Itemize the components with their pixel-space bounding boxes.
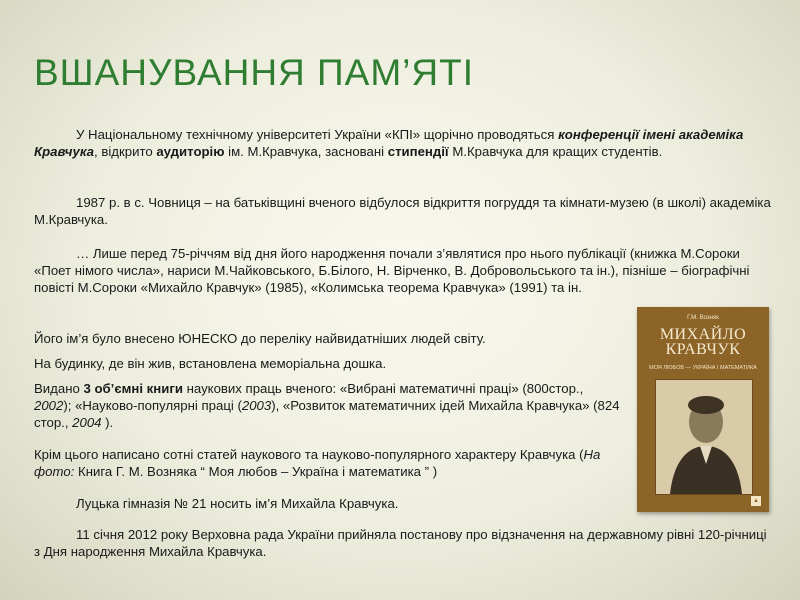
text-run: … Лише перед 75-річчям від дня його народження почали з’являтися про нього публікації (книжка М.Сороки «Поет німого числа», нариси М.Чайковського, Б.Білого, Н. Вірченко, В. Добровольського та ін.), пізніше – біографічні повісті М.Сороки «Михайло Кравчук» (1985), «Колимська теорема Кравчука» (1991) та ін.: [34, 246, 750, 295]
paragraph-9: [34, 526, 774, 560]
text-run: ); «Науково-популярні праці (: [63, 398, 242, 413]
text-run: Крім цього написано сотні статей наукового та науково-популярного характеру Кравчука (: [34, 447, 584, 462]
text-run: 11 січня 2012 року Верховна рада України прийняла постанову про відзначення на державному рівні 120-річниці з Дня народження Михайла Кравчука.: [34, 527, 767, 559]
book-subtitle: МОЯ ЛЮБОВ — УКРАЇНА І МАТЕМАТИКА: [649, 365, 757, 371]
text-run: конференції імені академіка Кравчука: [34, 127, 744, 159]
text-run: аудиторію: [156, 144, 225, 159]
text-run: 3 об’ємні книги: [83, 381, 183, 396]
text-run: На фото:: [34, 447, 601, 479]
portrait-figure: [656, 380, 752, 494]
text-run: , відкрито: [94, 144, 157, 159]
text-run: Книга Г. М. Возняка “ Моя любов – Україна і математика ” ): [74, 464, 438, 479]
text-run: 1987 р. в с. Човниця – на батьківщині вченого відбулося відкриття погруддя та кімнати-музею (в школі) академіка М.Кравчука.: [34, 195, 771, 227]
text-run: ім. М.Кравчука, засновані: [224, 144, 388, 159]
text-run: 2003: [241, 398, 272, 413]
text-run: наукових праць вченого: «Вибрані математичні праці» (800стор.,: [182, 381, 584, 396]
text-run: 2002: [34, 398, 64, 413]
text-run: стипендії: [387, 144, 449, 159]
text-run: На будинку, де він жив, встановлена меморіальна дошка.: [34, 356, 387, 371]
paragraph-1: [34, 126, 774, 160]
text-run: ).: [101, 415, 114, 430]
text-run: Луцька гімназія № 21 носить ім’я Михайла Кравчука.: [76, 496, 399, 511]
text-run: Видано: [34, 381, 84, 396]
text-run: Його ім’я було внесено ЮНЕСКО до переліку найвидатніших людей світу.: [34, 331, 486, 346]
text-run: М.Кравчука для кращих студентів.: [448, 144, 663, 159]
paragraph-3: [34, 245, 774, 296]
book-author: Г.М. Возняк: [687, 315, 719, 321]
slide-title: ВШАНУВАННЯ ПАМ’ЯТІ: [34, 52, 474, 93]
paragraph-2: [34, 194, 774, 228]
portrait-photo: [655, 379, 753, 495]
text-run: ), «Розвиток математичних ідей Михайла Кравчука» (824 стор.,: [34, 398, 620, 430]
book-cover-image: [637, 307, 769, 512]
paragraph-7: [34, 446, 624, 480]
book-title: МИХАЙЛО КРАВЧУК: [659, 326, 747, 358]
paragraph-6: [34, 380, 624, 431]
text-run: У Національному технічному університеті України «КПІ» щорічно проводяться: [76, 127, 559, 142]
text-run: 2004: [72, 415, 102, 430]
publisher-logo-icon: ▲: [751, 496, 761, 506]
